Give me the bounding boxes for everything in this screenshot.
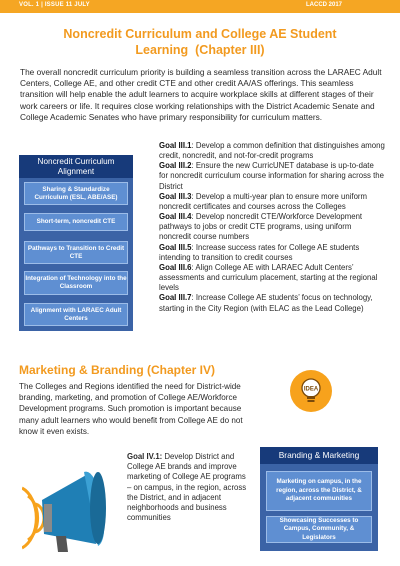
- page-title: [30, 26, 370, 58]
- alignment-item: Pathways to Transition to Credit CTE: [24, 241, 128, 264]
- intro-paragraph: The overall noncredit curriculum priority is building a seamless transition across the LARAEC Adult Centers, College AE, and other credit CTE and other credit AA/AS offerings. This seamless transition will help enable the adult learners to acquire workplace skills at different stages of their work careers or life. It requires close working relationships with the District Academic Senate and College Academic Senates who have primary responsibility for curriculum matters.: [20, 67, 382, 122]
- goal-text: : Increase College AE students’ focus on technology, starting in the City Region (with ELAC as the Lead College): [159, 293, 373, 313]
- header-bar: [0, 0, 400, 13]
- page-title-line-2: Learning (Chapter III): [135, 43, 265, 57]
- goal-item: [159, 293, 385, 313]
- goal-text: : Increase success rates for College AE students intending to transition to credit courses: [159, 242, 360, 262]
- goal-item: [159, 141, 385, 161]
- alignment-item: Alignment with LARAEC Adult Centers: [24, 303, 128, 326]
- marketing-heading: Marketing & Branding (Chapter IV): [19, 363, 216, 377]
- branding-item: Marketing on campus, in the region, across the District, & adjacent communities: [266, 471, 372, 511]
- goal-item: [159, 192, 385, 212]
- megaphone-icon: [22, 448, 118, 556]
- goal-text: : Develop noncredit CTE/Workforce Development pathways to jobs or credit CTE programs, using uniform noncredit course numbers: [159, 212, 363, 242]
- goal-text: : Align College AE with LARAEC Adult Centers’ assessments and curriculum placement, starting at the regional levels: [159, 262, 378, 293]
- goal-label: Goal III.7: [159, 293, 192, 303]
- alignment-item: Integration of Technology into the Classroom: [24, 271, 128, 295]
- lightbulb-icon: [290, 370, 332, 412]
- goal-label: Goal III.5: [159, 242, 192, 252]
- goal-label: Goal III.4: [159, 212, 192, 222]
- goal-label: Goal III.1: [159, 141, 192, 150]
- page-title-line-1: Noncredit Curriculum and College AE Student: [63, 27, 337, 41]
- goal-item: [159, 243, 385, 263]
- issue-label: VOL. 1 | ISSUE 11 JULY: [19, 2, 90, 8]
- idea-lightbulb-icon: [290, 370, 332, 412]
- alignment-item: Sharing & Standardize Curriculum (ESL, ABE/ASE): [24, 182, 128, 205]
- goal-text: Develop District and College AE brands and improve marketing of College AE programs – on campus, in the region, across the District, and in adjacent neighborhoods and business communities: [127, 452, 247, 523]
- branding-marketing-box: [260, 447, 378, 551]
- alignment-box-title: Noncredit Curriculum Alignment: [19, 155, 133, 178]
- goal-text: : Ensure the new CurricUNET database is up-to-date for noncredit curriculum course information for sharing across the District: [159, 161, 384, 191]
- goal-label: Goal III.6: [159, 262, 192, 272]
- marketing-paragraph: The Colleges and Regions identified the need for District-wide branding, marketing, and promotion of College AE/Workforce Development programs. Such promotion is important because many adult learners who would benefit from College AE do not know it even exists.: [19, 382, 243, 436]
- goal-iv-1: [127, 452, 247, 523]
- goal-text: : Develop a multi-year plan to ensure more uniform noncredit certificates and courses across the Colleges: [159, 191, 368, 211]
- goal-text: : Develop a common definition that distinguishes among credit, noncredit, and not-for-credit programs: [159, 141, 385, 161]
- goal-item: [159, 263, 385, 293]
- goal-label: Goal IV.1:: [127, 452, 163, 461]
- goal-item: [159, 161, 385, 191]
- goal-item: [159, 212, 385, 242]
- idea-text: IDEA: [303, 386, 319, 393]
- goal-label: Goal III.3: [159, 191, 192, 201]
- branding-item: Showcasing Successes to Campus, Community, & Legislators: [266, 516, 372, 543]
- curriculum-alignment-box: [19, 155, 133, 331]
- alignment-item: Short-term, noncredit CTE: [24, 213, 128, 231]
- branding-box-title: Branding & Marketing: [260, 447, 378, 464]
- org-label: LACCD 2017: [305, 2, 342, 8]
- goal-label: Goal III.2: [159, 161, 192, 171]
- goals-list: [159, 141, 385, 314]
